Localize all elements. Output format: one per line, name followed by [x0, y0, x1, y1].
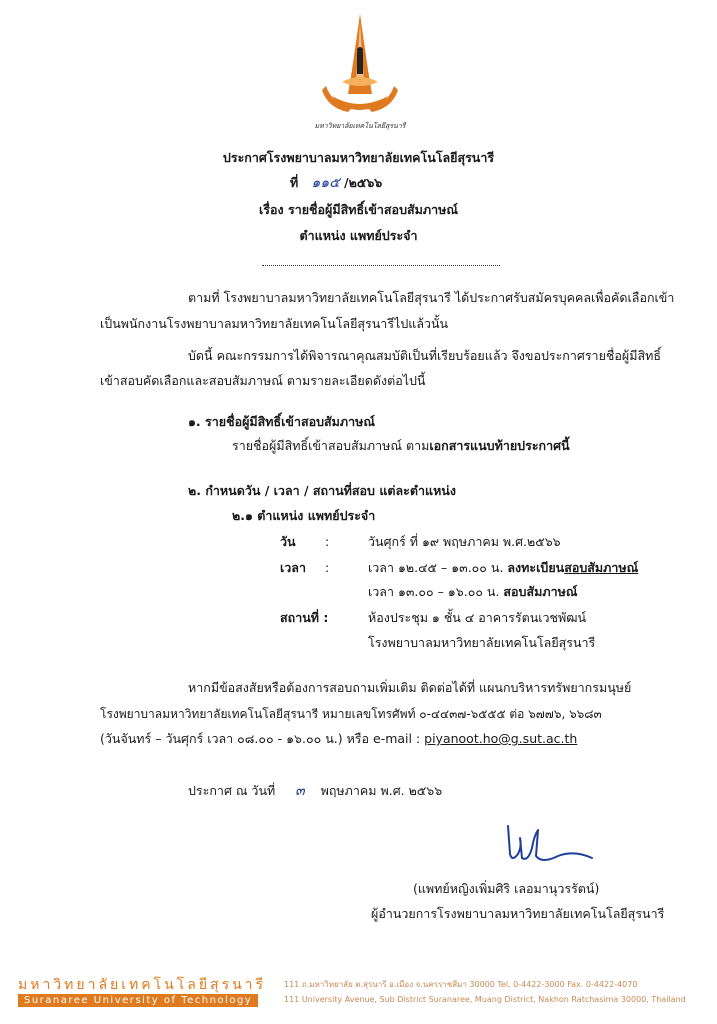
time2-bold: สอบสัมภาษณ์	[503, 584, 578, 599]
place-line2: โรงพยาบาลมหาวิทยาลัยเทคโนโลยีสุรนารี	[368, 635, 596, 650]
section1-text	[232, 438, 570, 454]
handwritten-number: ๑๑๕	[311, 175, 340, 191]
footer-address-en: 111 University Avenue, Sub District Suranaree, Muang District, Nakhon Ratchasima 30000, Thailand	[284, 995, 686, 1004]
temple-spire-icon	[322, 14, 398, 112]
signer-title: ผู้อำนวยการโรงพยาบาลมหาวิทยาลัยเทคโนโลยีสุรนารี	[371, 906, 665, 921]
footer-address-th: 111 ถ.มหาวิทยาลัย ต.สุรนารี อ.เมือง จ.นครราชสีมา 30000 Tel. 0-4422-3000 Fax. 0-4422-4070	[284, 980, 638, 989]
contact-hours: (วันจันทร์ – วันศุกร์ เวลา ๐๘.๐๐ - ๑๖.๐๐ น.) หรือ e-mail :	[100, 731, 425, 746]
handwritten-signature	[498, 818, 598, 868]
time1-plain: เวลา ๑๒.๔๕ – ๑๓.๐๐ น.	[368, 560, 508, 575]
university-logo	[312, 12, 408, 132]
contact-line2: โรงพยาบาลมหาวิทยาลัยเทคโนโลยีสุรนารี หมายเลขโทรศัพท์ ๐-๔๔๓๗-๖๕๕๕ ต่อ ๖๗๗๖, ๖๖๘๓	[100, 707, 602, 721]
day-colon: :	[325, 534, 330, 549]
announce-prefix: ประกาศ ณ วันที่	[188, 783, 276, 798]
announce-day-handwritten: ๓	[295, 783, 305, 799]
position-line: ตำแหน่ง แพทย์ประจำ	[299, 228, 418, 243]
time-label: เวลา	[280, 560, 306, 575]
para1-line1: ตามที่ โรงพยาบาลมหาวิทยาลัยเทคโนโลยีสุรนารี ได้ประกาศรับสมัครบุคคลเพื่อคัดเลือกเข้า	[188, 290, 675, 305]
place-line1: ห้องประชุม ๑ ชั้น ๔ อาคารรัตนเวชพัฒน์	[368, 610, 587, 625]
announcement-title: ประกาศโรงพยาบาลมหาวิทยาลัยเทคโนโลยีสุรนารี	[222, 150, 495, 165]
logo-arc-text: มหาวิทยาลัยเทคโนโลยีสุรนารี	[314, 122, 406, 130]
contact-line1: หากมีข้อสงสัยหรือต้องการสอบถามเพิ่มเติม ติดต่อได้ที่ แผนกบริหารทรัพยากรมนุษย์	[188, 680, 632, 695]
time2-plain: เวลา ๑๓.๐๐ – ๑๖.๐๐ น.	[368, 584, 504, 599]
contact-line3	[100, 731, 577, 747]
time2-value	[368, 584, 577, 600]
contact-email-link[interactable]: piyanoot.ho@g.sut.ac.th	[424, 731, 578, 746]
announce-suffix: พฤษภาคม พ.ศ. ๒๕๖๖	[320, 783, 443, 798]
time-colon: :	[325, 560, 330, 575]
footer-university-en: Suranaree University of Technology	[18, 994, 258, 1007]
para1-line2: เป็นพนักงานโรงพยาบาลมหาวิทยาลัยเทคโนโลยีสุรนารีไปแล้วนั้น	[100, 316, 449, 331]
para2-line1: บัดนี้ คณะกรรมการได้พิจารณาคุณสมบัติเป็นที่เรียบร้อยแล้ว จึงขอประกาศรายชื่อผู้มีสิทธิ์	[188, 348, 661, 363]
footer-university-th: มหาวิทยาลัยเทคโนโลยีสุรนารี	[18, 977, 267, 993]
number-prefix: ที่	[290, 175, 299, 190]
section1-heading: ๑. รายชื่อผู้มีสิทธิ์เข้าสอบสัมภาษณ์	[188, 414, 376, 429]
time1-bold-underline: สอบสัมภาษณ์	[564, 560, 639, 575]
announce-date	[188, 783, 442, 799]
time1-bold: ลงทะเบียน	[507, 560, 565, 575]
subject-line: เรื่อง รายชื่อผู้มีสิทธิ์เข้าสอบสัมภาษณ์	[259, 202, 458, 217]
time1-value	[368, 560, 638, 576]
dotted-divider	[262, 264, 500, 266]
day-value: วันศุกร์ ที่ ๑๙ พฤษภาคม พ.ศ.๒๕๖๖	[368, 534, 561, 549]
section1-text-plain: รายชื่อผู้มีสิทธิ์เข้าสอบสัมภาษณ์ ตาม	[232, 438, 430, 453]
signer-name: (แพทย์หญิงเพิ่มศิริ เลอมานุวรรัตน์)	[413, 881, 600, 896]
section2-heading: ๒. กำหนดวัน / เวลา / สถานที่สอบ แต่ละตำแหน่ง	[188, 483, 456, 498]
section1-text-bold: เอกสารแนบท้ายประกาศนี้	[429, 438, 570, 453]
section2-1-heading: ๒.๑ ตำแหน่ง แพทย์ประจำ	[232, 508, 376, 523]
para2-line2: เข้าสอบคัดเลือกและสอบสัมภาษณ์ ตามรายละเอียดดังต่อไปนี้	[100, 373, 426, 388]
number-suffix: /๒๕๖๖	[344, 175, 383, 190]
day-label: วัน	[280, 534, 296, 549]
announcement-number	[290, 175, 382, 191]
place-label: สถานที่ :	[280, 610, 329, 625]
